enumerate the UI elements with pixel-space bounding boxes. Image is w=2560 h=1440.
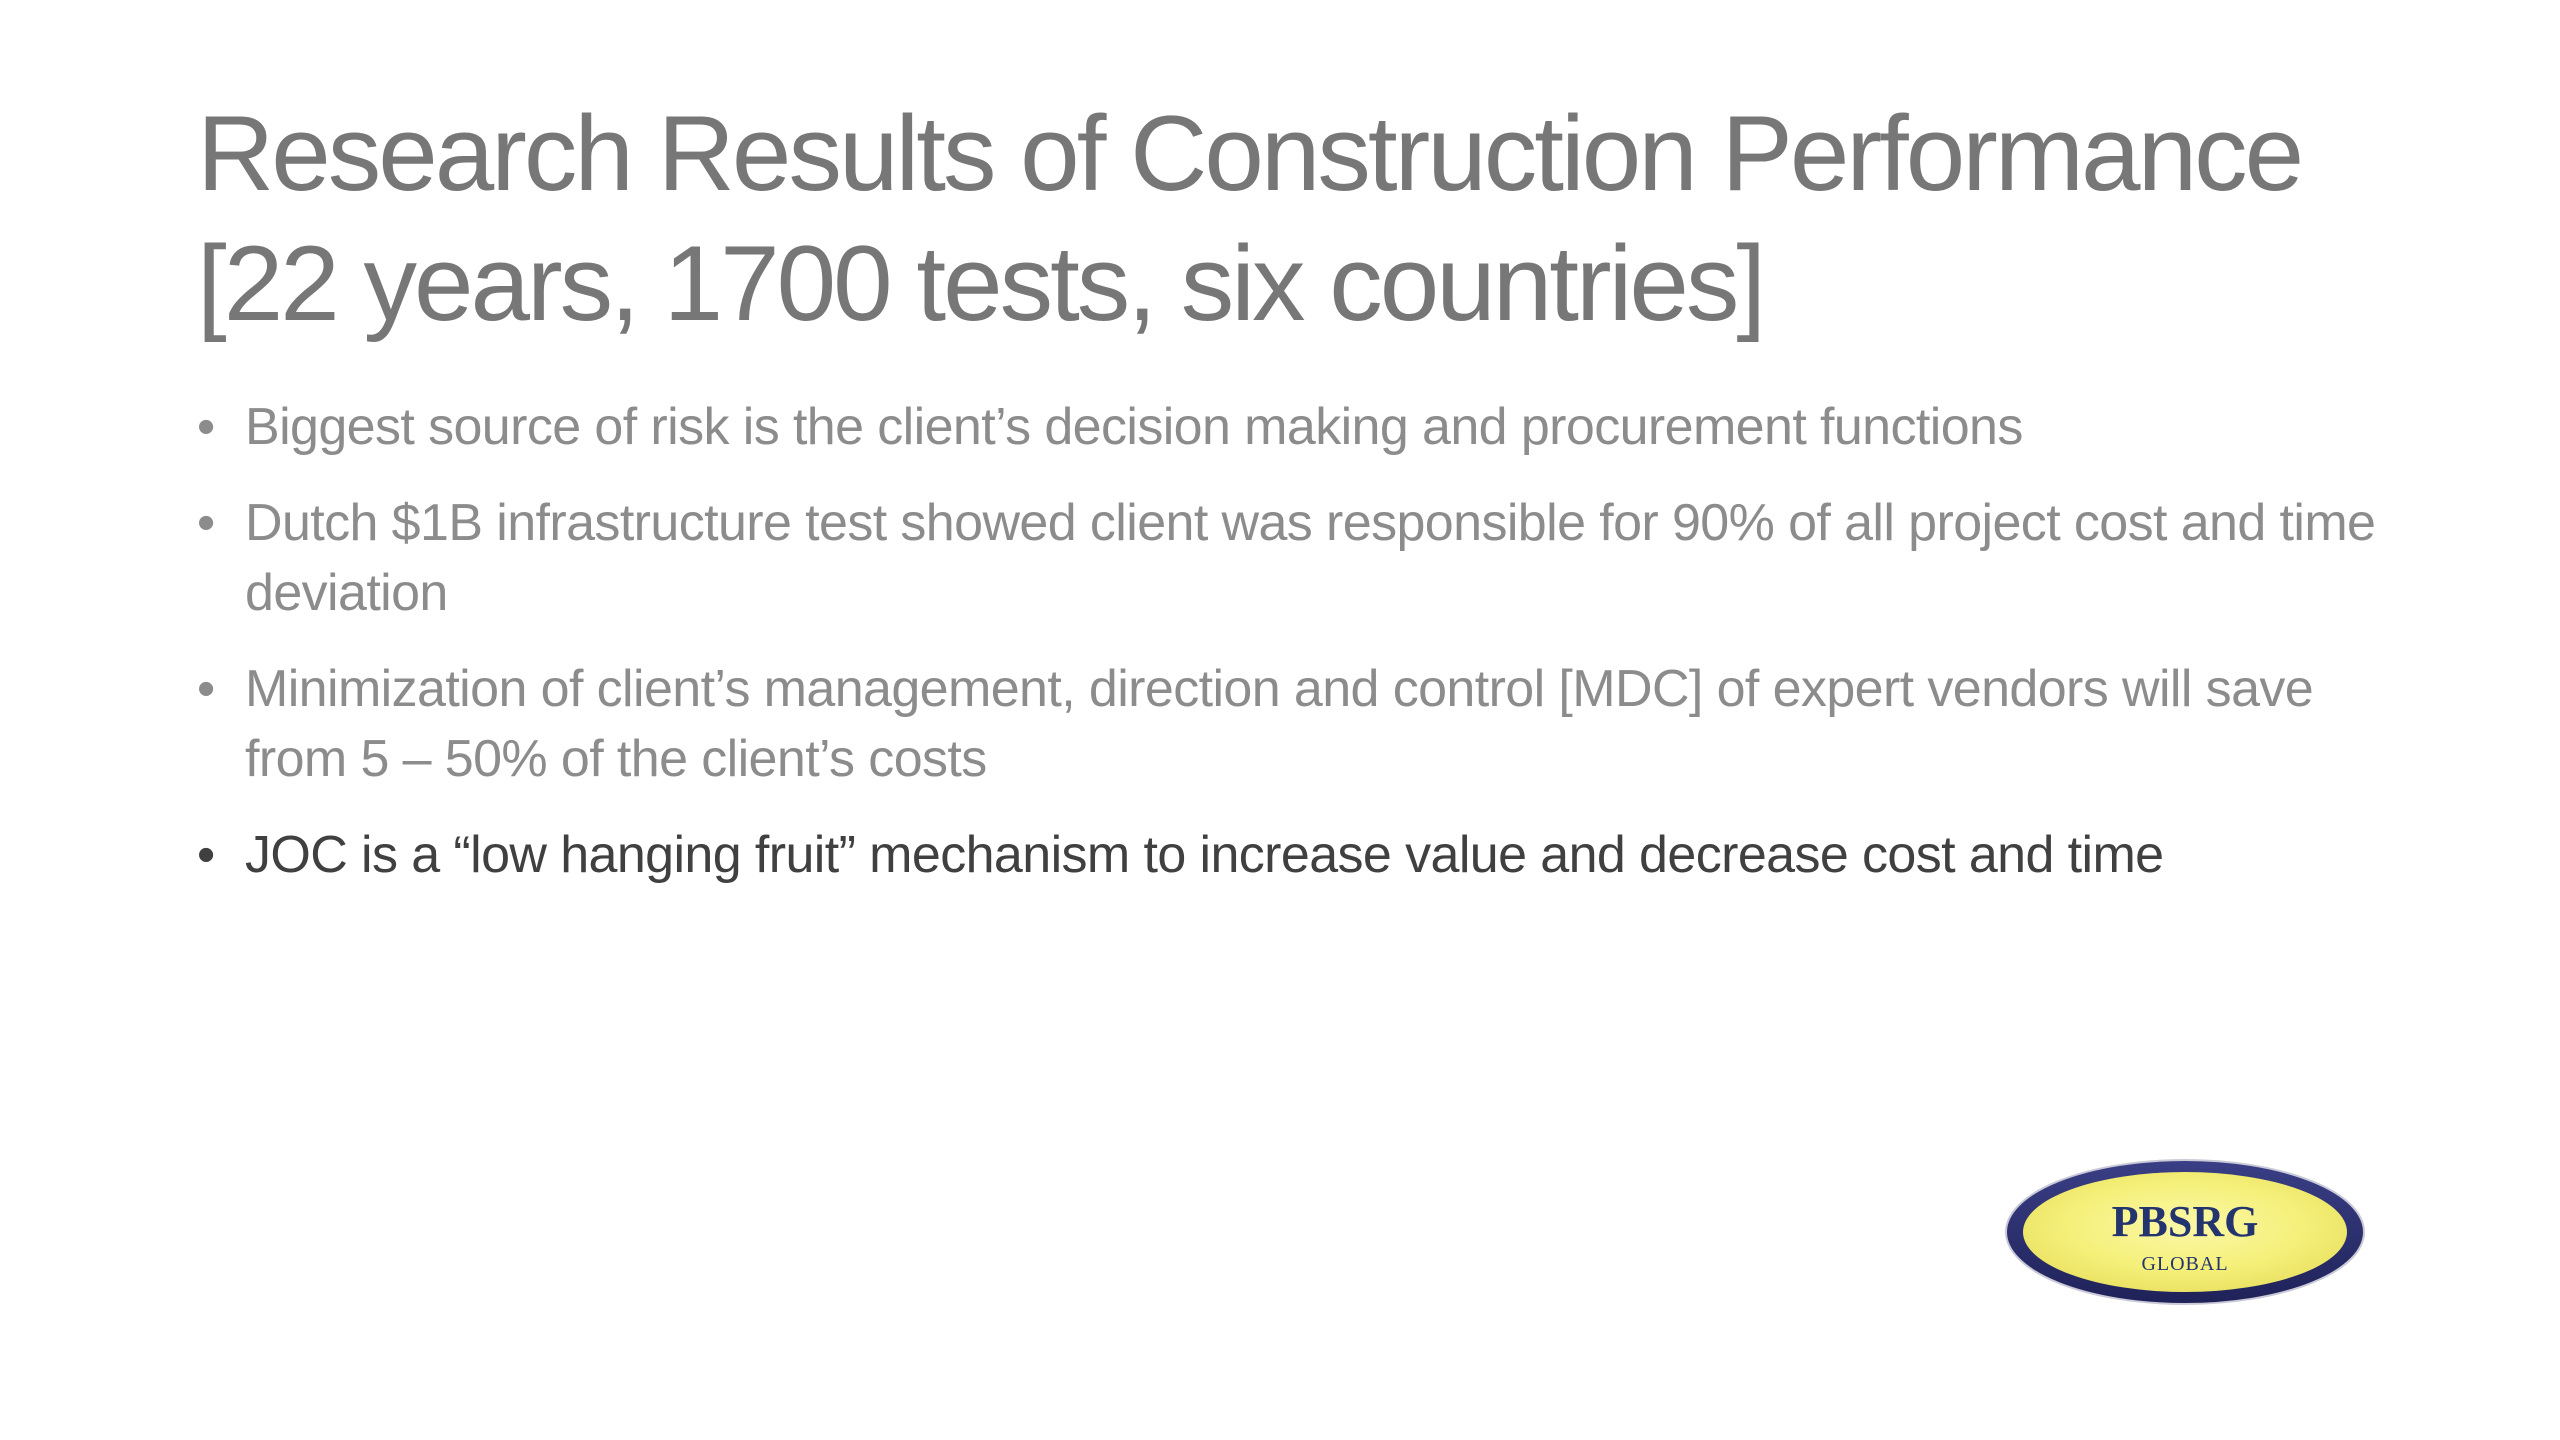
bullet-list: [197, 392, 2397, 916]
bullet-text: Biggest source of risk is the client’s decision making and procurement functions: [245, 398, 2023, 456]
bullet-dot-icon: •: [197, 660, 215, 718]
slide-title-line-2: [22 years, 1700 tests, six countries]: [197, 223, 1764, 343]
logo-subtitle: GLOBAL: [2141, 1253, 2229, 1275]
logo-name: PBSRG: [2111, 1197, 2259, 1246]
bullet-dot-icon: •: [197, 398, 215, 456]
bullet-item-2: [197, 488, 2397, 628]
bullet-text: JOC is a “low hanging fruit” mechanism to increase value and decrease cost and time: [245, 826, 2164, 884]
bullet-dot-icon: •: [197, 494, 215, 552]
bullet-item-3: [197, 654, 2397, 794]
bullet-text: Dutch $1B infrastructure test showed client was responsible for 90% of all project cost and time deviation: [245, 494, 2376, 622]
bullet-dot-icon: •: [197, 826, 215, 884]
pbsrg-logo-graphic: [2004, 1158, 2366, 1306]
bullet-item-4: [197, 820, 2397, 890]
pbsrg-logo: [2004, 1158, 2366, 1306]
bullet-item-1: [197, 392, 2397, 462]
slide-title-line-1: Research Results of Construction Performance: [197, 93, 2302, 213]
slide-title: [197, 88, 2457, 348]
bullet-text: Minimization of client’s management, direction and control [MDC] of expert vendors will save from 5 – 50% of the client’s costs: [245, 660, 2314, 788]
